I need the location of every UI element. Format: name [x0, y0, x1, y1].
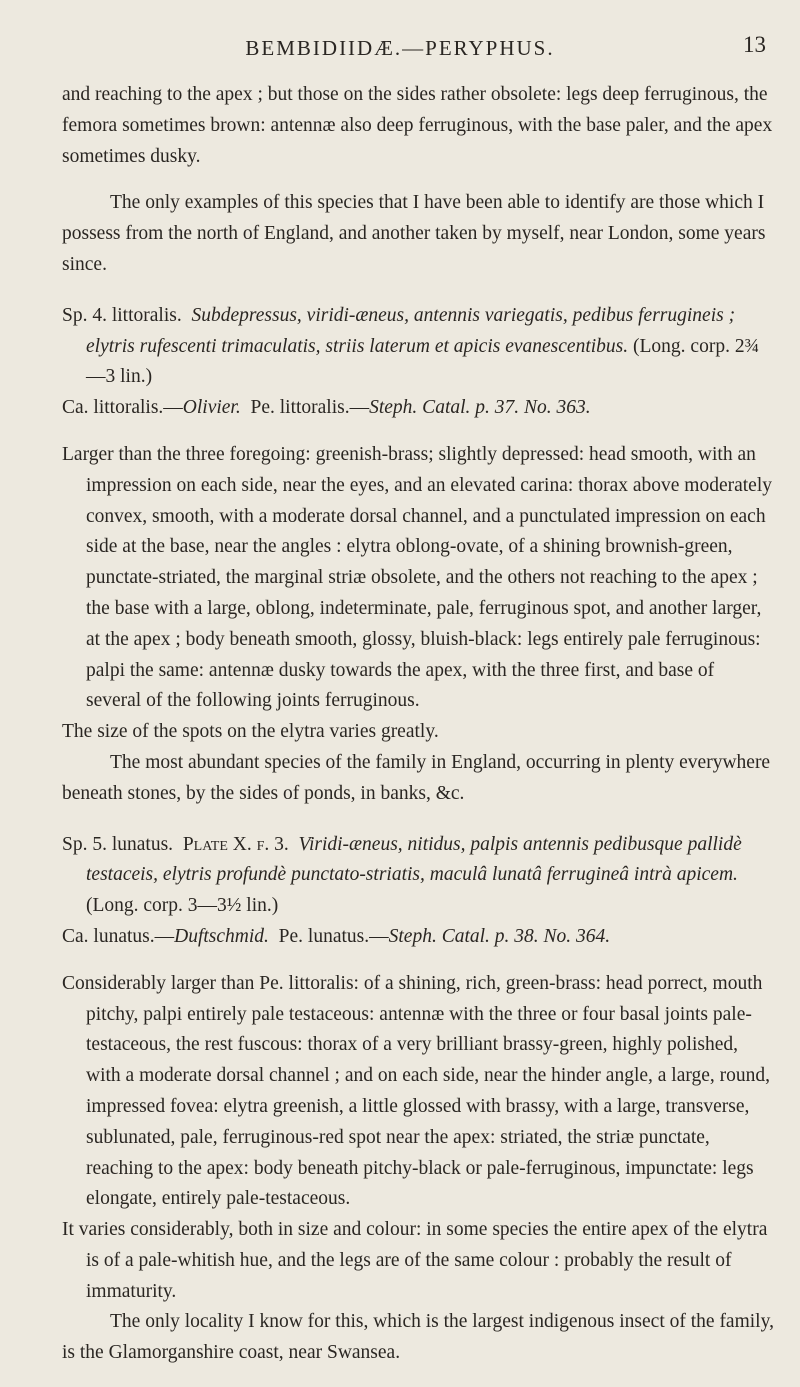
- species-measure: (Long. corp. 3—3½ lin.): [86, 895, 279, 917]
- species-measure: (Long. corp. 2¾—3 lin.): [86, 335, 760, 388]
- paragraph-examples: The only examples of this species that I have been able to identify are those which I possess from the north of England, and another taken by myself, near London, some years since.: [62, 192, 766, 275]
- plate-reference: Plate X. f. 3.: [182, 833, 289, 855]
- species-diagnosis: Viridi-æneus, nitidus, palpis antennis pedibusque pallidè testaceis, elytris profundè punctato-striatis, maculâ lunatâ ferrugineâ intrà apicem.: [86, 833, 742, 886]
- species-habitat: The only locality I know for this, which is the largest indigenous insect of the family, is the Glamorganshire coast, near Swansea.: [62, 1311, 774, 1364]
- species-diagnosis: Subdepressus, viridi-æneus, antennis variegatis, pedibus ferrugineis ; elytris rufescenti trimaculatis, striis laterum et apicis evanescentibus.: [86, 304, 736, 357]
- species-variation: The size of the spots on the elytra varies greatly.: [62, 721, 439, 743]
- species-description: Considerably larger than Pe. littoralis: of a shining, rich, green-brass: head porrect, mouth pitchy, palpi entirely pale testaceous: antennæ with the three or four basal joints pale-testaceous, the rest fuscous: thorax of a very brilliant brassy-green, highly polished, with a moderate dorsal channel ; and on each side, near the hinder angle, a large, round, impressed fovea: elytra greenish, a little glossed with brassy, with a large, transverse, sublunated, pale, ferruginous-red spot near the apex: striated, the striæ punctate, reaching to the apex: body beneath pitchy-black or pale-ferruginous, impunctate: legs elongate, entirely pale-testaceous.: [62, 972, 771, 1210]
- species-entry-lunatus: [62, 830, 774, 922]
- continued-paragraph: and reaching to the apex ; but those on the sides rather obsolete: legs deep ferruginous, the femora sometimes brown: antennæ also deep ferruginous, with the base paler, and the apex sometimes dusky.: [62, 84, 773, 167]
- page-number: 13: [743, 32, 766, 57]
- page-header: [0, 34, 800, 64]
- species-entry-littoralis: [62, 301, 774, 393]
- species-habitat: The most abundant species of the family in England, occurring in plenty everywhere beneath stones, by the sides of ponds, in banks, &c.: [62, 751, 771, 804]
- species-heading: Sp. 4. littoralis.: [62, 304, 182, 326]
- synonymy-line: Ca. lunatus.—Duftschmid. Pe. lunatus.—Steph. Catal. p. 38. No. 364.: [62, 925, 611, 947]
- species-heading: Sp. 5. lunatus.: [62, 833, 174, 855]
- species-variation: It varies considerably, both in size and colour: in some species the entire apex of the elytra is of a pale-whitish hue, and the legs are of the same colour : probably the result of immaturity.: [62, 1219, 768, 1302]
- running-title: BEMBIDIIDÆ.—PERYPHUS.: [245, 36, 555, 60]
- synonymy-line: Ca. littoralis.—Olivier. Pe. littoralis.—Steph. Catal. p. 37. No. 363.: [62, 397, 591, 419]
- species-description: Larger than the three foregoing: greenish-brass; slightly depressed: head smooth, with an impression on each side, near the eyes, and an elevated carina: thorax above moderately convex, smooth, with a moderate dorsal channel, and a punctulated impression on each side at the base, near the angles : elytra oblong-ovate, of a shining brownish-green, punctate-striated, the marginal striæ obsolete, and the others not reaching to the apex ; the base with a large, oblong, indeterminate, pale, ferruginous spot, and another larger, at the apex ; body beneath smooth, glossy, bluish-black: legs entirely pale ferruginous: palpi the same: antennæ dusky towards the apex, with the three first, and base of several of the following joints ferruginous.: [62, 443, 773, 712]
- page-body: [62, 80, 774, 1369]
